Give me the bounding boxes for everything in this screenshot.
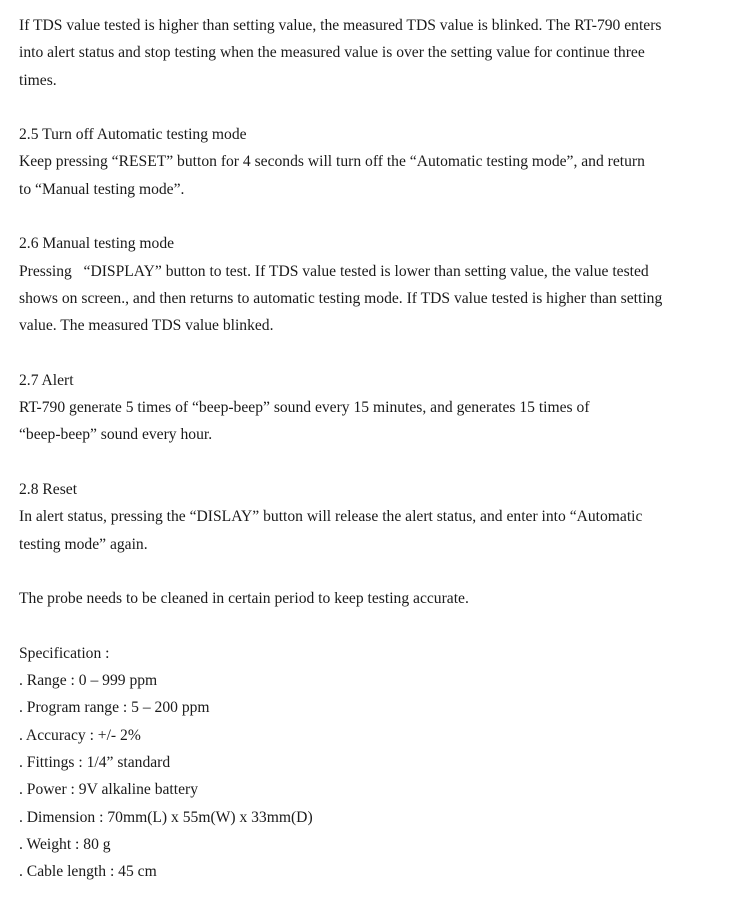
note-text: The probe needs to be cleaned in certain period to keep testing accurate. bbox=[19, 590, 469, 608]
intro-line: If TDS value tested is higher than setting value, the measured TDS value is blinked. The RT-790 enters bbox=[19, 17, 662, 34]
section-heading: 2.8 Reset bbox=[19, 481, 78, 499]
spec-item-range: . Range : 0 – 999 ppm bbox=[19, 672, 158, 690]
intro-paragraph bbox=[19, 12, 731, 94]
section-line: value. The measured TDS value blinked. bbox=[19, 317, 274, 335]
section-line: RT-790 generate 5 times of “beep-beep” sound every 15 minutes, and generates 15 times of bbox=[19, 399, 590, 417]
intro-line: times. bbox=[19, 71, 57, 89]
spec-item-fittings: . Fittings : 1/4” standard bbox=[19, 754, 171, 772]
section-turn-off-automatic bbox=[19, 121, 731, 203]
section-line: In alert status, pressing the “DISLAY” button will release the alert status, and enter into “Automatic bbox=[19, 508, 643, 526]
section-line: shows on screen., and then returns to automatic testing mode. If TDS value tested is higher than setting bbox=[19, 289, 663, 307]
spec-item-cable-length: . Cable length : 45 cm bbox=[19, 863, 157, 881]
spec-item-power: . Power : 9V alkaline battery bbox=[19, 781, 198, 799]
section-line: “beep-beep” sound every hour. bbox=[19, 426, 213, 444]
spec-item-program-range: . Program range : 5 – 200 ppm bbox=[19, 699, 210, 717]
section-heading: 2.5 Turn off Automatic testing mode bbox=[19, 126, 247, 144]
section-heading: 2.7 Alert bbox=[19, 371, 74, 389]
section-reset bbox=[19, 476, 731, 558]
intro-line: into alert status and stop testing when the measured value is over the setting value for continue three bbox=[19, 44, 645, 62]
section-manual-testing bbox=[19, 230, 731, 339]
spec-item-accuracy: . Accuracy : +/- 2% bbox=[19, 726, 141, 744]
probe-cleaning-note bbox=[19, 585, 731, 612]
section-line: to “Manual testing mode”. bbox=[19, 180, 185, 198]
document-body bbox=[19, 12, 731, 913]
section-line: Keep pressing “RESET” button for 4 seconds will turn off the “Automatic testing mode”, and return bbox=[19, 153, 645, 171]
spec-item-dimension: . Dimension : 70mm(L) x 55m(W) x 33mm(D) bbox=[19, 808, 313, 826]
spec-item-weight: . Weight : 80 g bbox=[19, 835, 111, 853]
section-heading: 2.6 Manual testing mode bbox=[19, 235, 175, 253]
section-line: testing mode” again. bbox=[19, 535, 148, 553]
specification-list bbox=[19, 667, 731, 885]
section-line: Pressing “DISPLAY” button to test. If TDS value tested is lower than setting value, the value tested bbox=[19, 262, 649, 280]
specification-heading: Specification : bbox=[19, 644, 110, 662]
section-alert bbox=[19, 367, 731, 449]
specification-block bbox=[19, 640, 731, 886]
